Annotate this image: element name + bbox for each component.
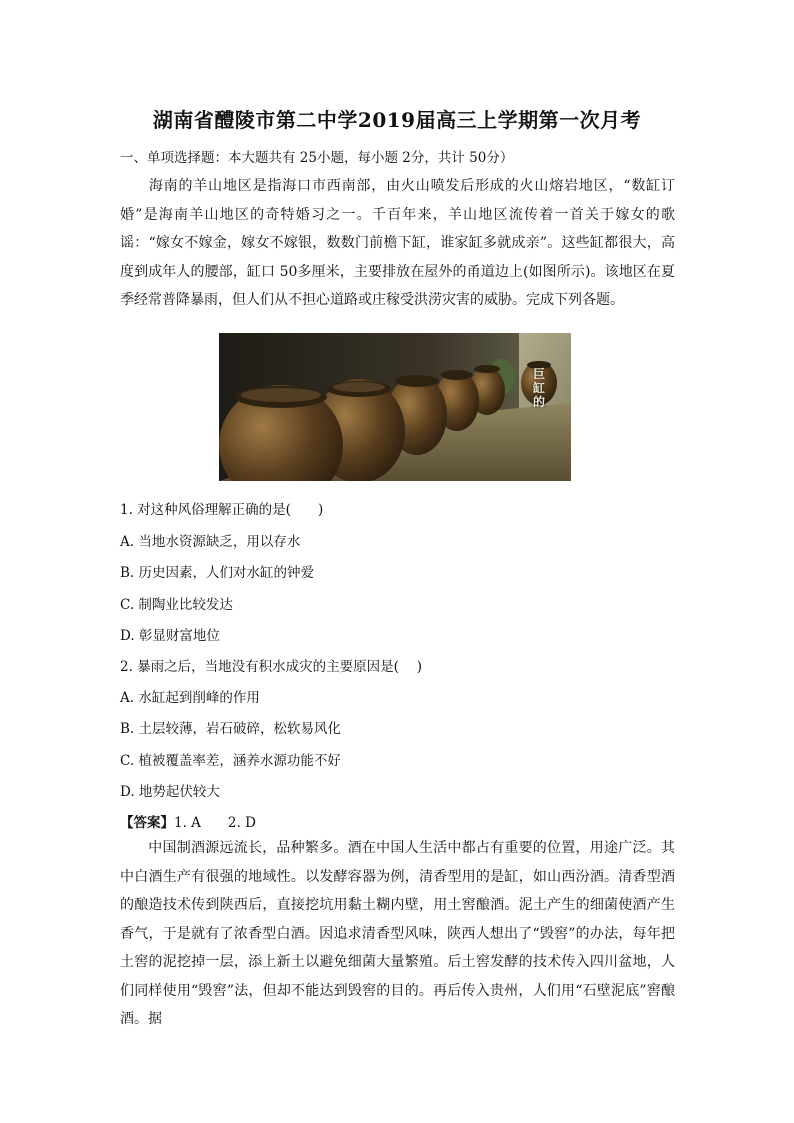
passage-1-text: 海南的羊山地区是指海口市西南部，由火山喷发后形成的火山熔岩地区，“数缸订婚”是海南羊山地区的奇特婚习之一。千百年来，羊山地区流传着一首关于嫁女的歌谣：“嫁女不嫁金，嫁女不嫁银，数数门前檐下缸，谁家缸多就成亲”。这些缸都很大，高度到成年人的腰部，缸口 50多厘米，主要排放在屋外的甬道边上(如图所示)。该地区在夏季经常普降暴雨，但人们从不担心道路或庄稼受洪涝灾害的威胁。完成下列各题。 [120, 178, 675, 308]
question-2-option-c: C. 植被覆盖率差，涵养水源功能不好 [120, 753, 341, 769]
answer-line [120, 811, 256, 831]
figure-overlay-label: 巨缸的 [533, 367, 546, 409]
figure-water-jars-photo [219, 333, 571, 481]
answer-label: 【答案】 [120, 815, 174, 831]
question-2-option-b: B. 土层较薄，岩石破碎，松软易风化 [120, 721, 342, 737]
question-2-option-d: D. 地势起伏较大 [120, 784, 220, 800]
question-2-stem: 2. 暴雨之后，当地没有积水成灾的主要原因是( ) [120, 659, 422, 675]
section-header: 一、单项选择题：本大题共有 25小题，每小题 2分，共计 50分） [120, 150, 514, 166]
question-1-option-c: C. 制陶业比较发达 [120, 597, 233, 613]
document-title: 湖南省醴陵市第二中学2019届高三上学期第一次月考 [152, 108, 642, 132]
answer-text: 1. A 2. D [174, 815, 256, 831]
passage-2-text: 中国制酒源远流长，品种繁多。酒在中国人生活中都占有重要的位置，用途广泛。其中白酒生产有很强的地域性。以发酵容器为例，清香型用的是缸，如山西汾酒。清香型酒的酿造技术传到陕西后，直接挖坑用黏土糊内壁，用土窖酿酒。泥土产生的细菌使酒产生香气，于是就有了浓香型白酒。因追求清香型风味，陕西人想出了“毁窖”的办法，每年把土窖的泥挖掉一层，添上新土以避免细菌大量繁殖。后土窖发酵的技术传入四川盆地，人们同样使用“毁窖”法，但却不能达到毁窖的目的。再后传入贵州，人们用“石壁泥底”窖酿酒。据 [120, 840, 675, 1027]
question-2-option-a: A. 水缸起到削峰的作用 [120, 690, 260, 706]
question-1-option-d: D. 彰显财富地位 [120, 628, 220, 644]
passage-2 [120, 834, 675, 1034]
question-1-option-a: A. 当地水资源缺乏，用以存水 [120, 534, 301, 550]
question-1-option-b: B. 历史因素，人们对水缸的钟爱 [120, 565, 315, 581]
water-jars-illustration [219, 333, 571, 481]
passage-1 [120, 172, 675, 315]
question-1-stem: 1. 对这种风俗理解正确的是( ) [120, 502, 324, 518]
